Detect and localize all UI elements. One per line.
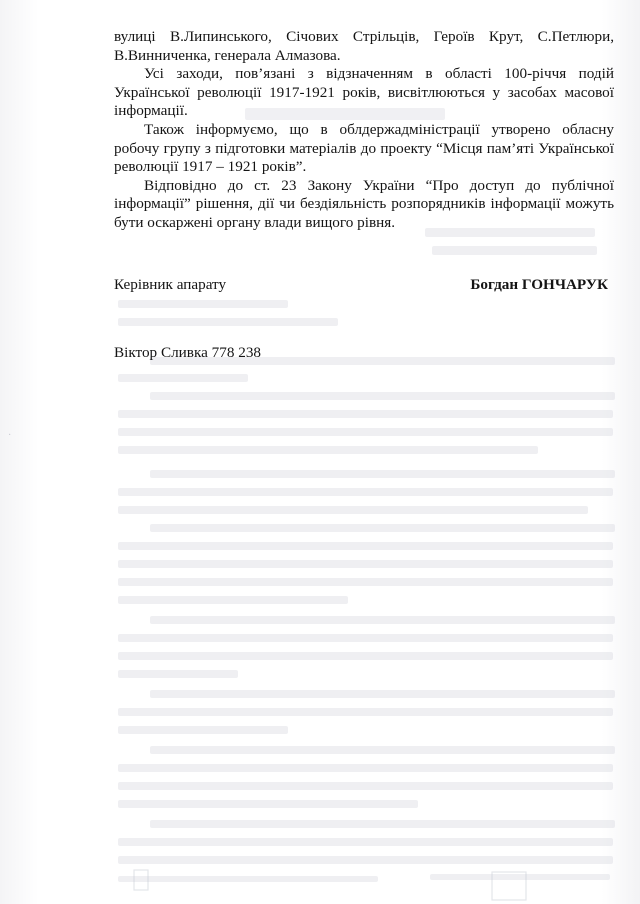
letter-body <box>114 28 614 233</box>
body-paragraph-1: вулиці В.Липинського, Січових Стрільців, Героїв Крут, С.Петлюри, В.Винниченка, генерала Алмазова. <box>114 28 614 64</box>
signatory-name: Богдан ГОНЧАРУК <box>470 276 608 293</box>
body-paragraph-4: Відповідно до ст. 23 Закону України “Про доступ до публічної інформації” рішення, дії чи бездіяльність розпорядників інформації можуть бути оскаржені органу влади вищого рівня. <box>114 176 614 231</box>
body-paragraph-2: Усі заходи, пов’язані з відзначенням в області 100-річчя подій Української революції 1917-1921 років, висвітлюються у засобах масової інформації. <box>114 65 614 120</box>
body-paragraph-3: Також інформуємо, що в облдержадміністрації утворено обласну робочу групу з підготовки матеріалів до проекту “Місця пам’яті Української революції 1917 – 1921 років”. <box>114 120 614 176</box>
margin-dot-mark: · <box>8 430 12 441</box>
executor-contact: Віктор Сливка 778 238 <box>114 344 262 361</box>
signatory-position: Керівник апарату <box>114 276 227 293</box>
